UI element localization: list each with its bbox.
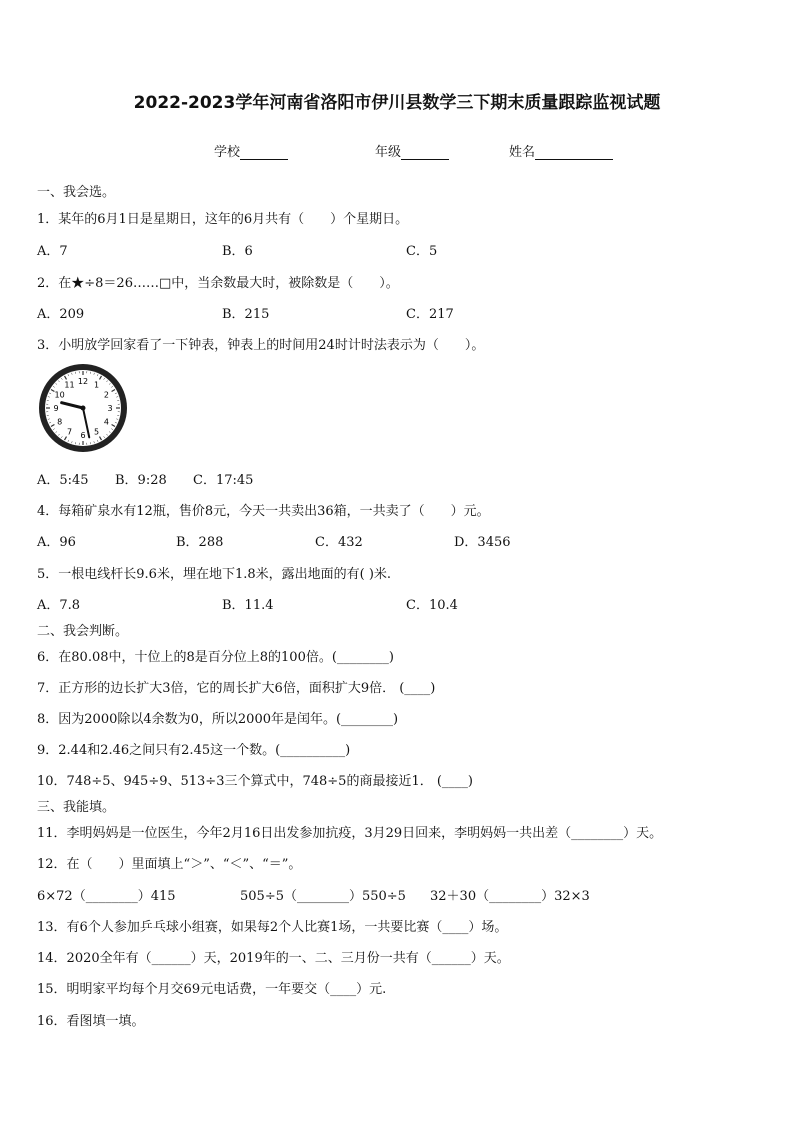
q2-option-c: C．217 bbox=[406, 307, 454, 322]
question-6: 6．在80.08中，十位上的8是百分位上8的100倍。(________) bbox=[37, 650, 394, 665]
clock-number: 10 bbox=[54, 390, 65, 400]
q5-option-b: B．11.4 bbox=[222, 598, 274, 613]
question-15: 15．明明家平均每个月交69元电话费，一年要交（____）元. bbox=[37, 982, 387, 997]
question-5: 5．一根电线杆长9.6米，埋在地下1.8米，露出地面的有( )米. bbox=[37, 567, 392, 582]
q4-option-d: D．3456 bbox=[454, 535, 511, 550]
clock-number: 2 bbox=[103, 390, 109, 400]
question-16: 16．看图填一填。 bbox=[37, 1014, 145, 1029]
question-2: 2．在★÷8＝26……□中，当余数最大时，被除数是（ ）。 bbox=[37, 276, 399, 291]
clock-image bbox=[37, 362, 129, 454]
question-13: 13．有6个人参加乒乓球小组赛，如果每2个人比赛1场，一共要比赛（____）场。 bbox=[37, 920, 508, 935]
question-12: 12．在（ ）里面填上“＞”、“＜”、“＝”。 bbox=[37, 857, 302, 872]
question-8: 8．因为2000除以4余数为0，所以2000年是闰年。(________) bbox=[37, 712, 399, 727]
grade-label: 年级 bbox=[375, 145, 402, 160]
q12-item-1: 6×72（________）415 bbox=[37, 889, 176, 904]
name-label: 姓名 bbox=[509, 145, 536, 160]
clock-number: 4 bbox=[103, 417, 109, 427]
school-field bbox=[214, 141, 288, 160]
q5-option-c: C．10.4 bbox=[406, 598, 458, 613]
name-blank[interactable] bbox=[535, 145, 613, 160]
question-1: 1．某年的6月1日是星期日，这年的6月共有（ ）个星期日。 bbox=[37, 212, 409, 227]
clock-number: 9 bbox=[53, 404, 59, 413]
q4-option-a: A．96 bbox=[37, 535, 76, 550]
section-choose: 一、我会选。 bbox=[37, 185, 116, 200]
q3-option-b: B．9:28 bbox=[115, 473, 167, 488]
question-4: 4．每箱矿泉水有12瓶，售价8元，今天一共卖出36箱，一共卖了（ ）元。 bbox=[37, 504, 490, 519]
clock-number: 3 bbox=[107, 404, 113, 413]
q3-option-a: A．5:45 bbox=[37, 473, 89, 488]
q12-item-3: 32＋30（________）32×3 bbox=[430, 889, 590, 904]
grade-field bbox=[375, 141, 449, 160]
name-field bbox=[509, 141, 613, 160]
q1-option-c: C．5 bbox=[406, 244, 438, 259]
section-fill: 三、我能填。 bbox=[37, 800, 116, 815]
question-10: 10．748÷5、945÷9、513÷3三个算式中，748÷5的商最接近1． (____) bbox=[37, 774, 473, 789]
question-11: 11．李明妈妈是一位医生，今年2月16日出发参加抗疫，3月29日回来，李明妈妈一共出差（________）天。 bbox=[37, 826, 663, 841]
clock-number: 7 bbox=[66, 427, 73, 437]
q5-option-a: A．7.8 bbox=[37, 598, 81, 613]
school-blank[interactable] bbox=[240, 145, 288, 160]
q2-option-b: B．215 bbox=[222, 307, 270, 322]
page-title: 2022-2023学年河南省洛阳市伊川县数学三下期末质量跟踪监视试题 bbox=[133, 93, 661, 113]
clock-number: 8 bbox=[57, 417, 63, 427]
q3-option-c: C．17:45 bbox=[193, 473, 254, 488]
school-label: 学校 bbox=[214, 145, 241, 160]
clock-number: 5 bbox=[93, 427, 100, 437]
q1-option-a: A．7 bbox=[37, 244, 68, 259]
grade-blank[interactable] bbox=[401, 145, 449, 160]
clock-number: 11 bbox=[64, 380, 75, 390]
clock-number: 12 bbox=[77, 377, 89, 386]
question-3: 3．小明放学回家看了一下钟表，钟表上的时间用24时计时法表示为（ ）。 bbox=[37, 338, 485, 353]
section-judge: 二、我会判断。 bbox=[37, 624, 129, 639]
q12-item-2: 505÷5（________）550÷5 bbox=[240, 889, 406, 904]
question-7: 7．正方形的边长扩大3倍，它的周长扩大6倍，面积扩大9倍． (____) bbox=[37, 681, 436, 696]
question-14: 14．2020全年有（______）天，2019年的一、二、三月份一共有（______）天。 bbox=[37, 951, 510, 966]
q4-option-c: C．432 bbox=[315, 535, 363, 550]
q4-option-b: B．288 bbox=[176, 535, 224, 550]
clock-number: 1 bbox=[93, 380, 100, 390]
clock-number: 6 bbox=[80, 431, 86, 440]
q2-option-a: A．209 bbox=[37, 307, 85, 322]
question-9: 9．2.44和2.46之间只有2.45这一个数。(__________) bbox=[37, 743, 351, 758]
q1-option-b: B．6 bbox=[222, 244, 253, 259]
